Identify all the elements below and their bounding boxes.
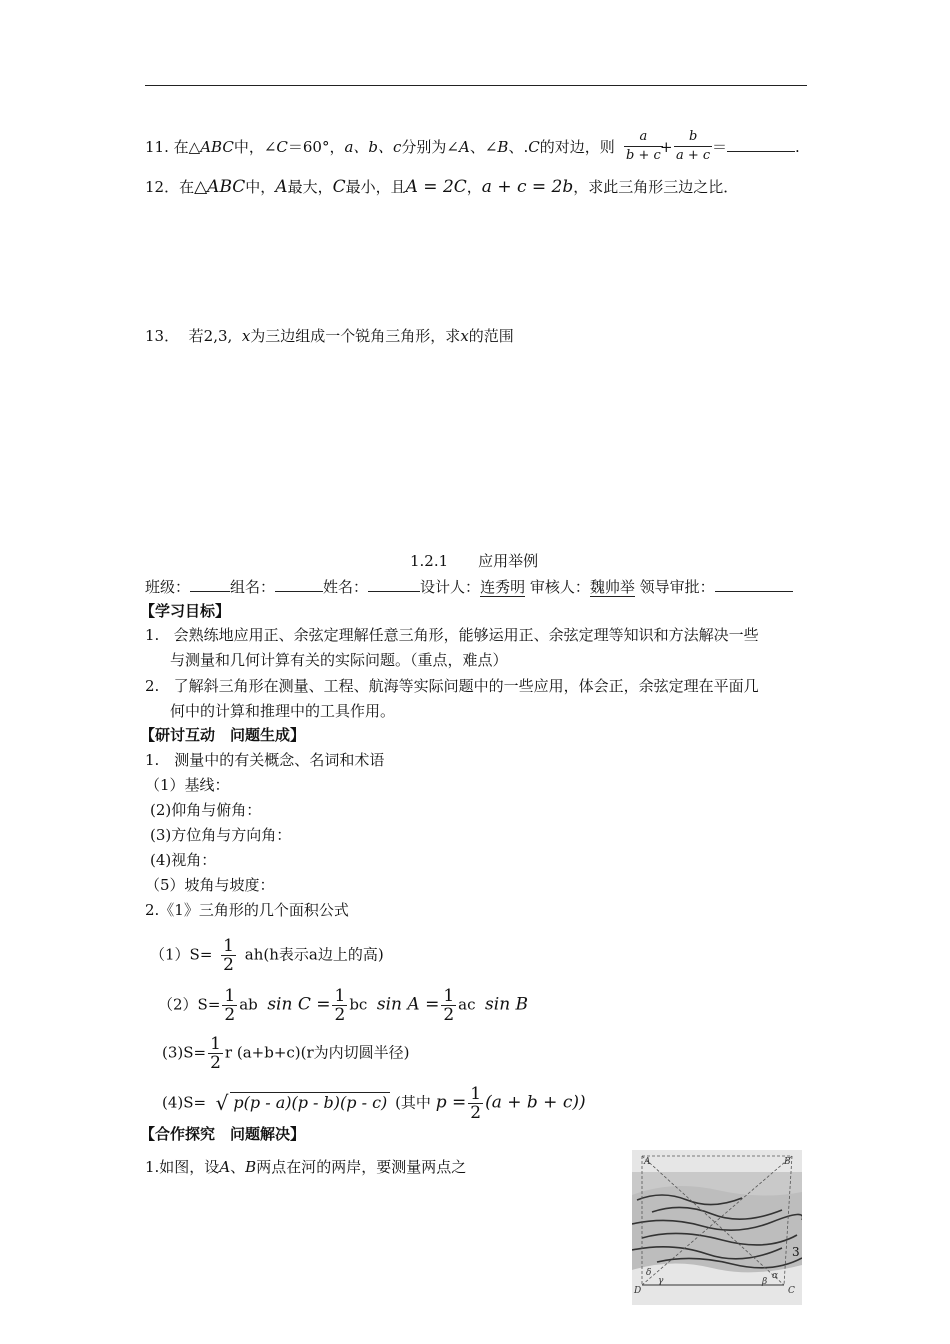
f2-half-den: 2: [224, 1005, 236, 1025]
q11-f1-den: b + c: [626, 148, 661, 163]
group-blank: [275, 591, 323, 592]
f2-ab: ab: [239, 995, 258, 1014]
coop-1-text1: 1.如图，设: [145, 1158, 220, 1176]
q11-blank: [727, 151, 795, 152]
q13-text1: 若: [188, 327, 204, 345]
f1-half-den: 2: [223, 955, 234, 975]
q11-end: .: [795, 138, 800, 156]
q11-B: B: [497, 138, 509, 156]
triangle-symbol: △: [194, 177, 208, 197]
term-bearing: (3)方位角与方向角：: [150, 826, 292, 844]
formula-2: [158, 987, 528, 1024]
goal-1-line2: 与测量和几何计算有关的实际问题。（重点，难点）: [170, 651, 508, 669]
f3-prefix: (3)S=: [162, 1043, 207, 1062]
q11-text3: ＝60°，: [287, 138, 345, 156]
f1-half-num: 1: [223, 936, 234, 956]
q11-plus: +: [660, 138, 673, 156]
f2-half-den-3: 2: [443, 1005, 455, 1025]
q13-number: 13．: [145, 327, 180, 345]
coop-1-text2: 两点在河的两岸，要测量两点之: [256, 1158, 467, 1176]
term-baseline: （1）基线：: [145, 776, 230, 794]
q11-f2-num: b: [674, 128, 712, 147]
q12-text5: ，求此三角形三边之比．: [573, 178, 739, 196]
q12-text1: 中，: [245, 178, 276, 196]
f2-sinB: sin B: [485, 994, 529, 1015]
f2-prefix: （2）S=: [158, 995, 221, 1014]
goal-1-line1: [145, 625, 759, 645]
q12-A: A: [275, 177, 288, 197]
discuss-heading: 【研讨互动 问题生成】: [140, 726, 306, 744]
q11-abc: ABC: [200, 138, 234, 156]
formula-3: [162, 1035, 410, 1072]
q13-x2: x: [460, 327, 469, 345]
angle-delta: δ: [646, 1268, 652, 1278]
point-B: B: [784, 1157, 791, 1167]
q12-number: 12．在: [145, 178, 195, 196]
discuss-item-1: 1. 测量中的有关概念、名词和术语: [145, 751, 385, 769]
reviewer-name: 魏帅举: [589, 578, 635, 596]
q11-number: 11.: [145, 138, 169, 156]
q11-vars: a、b、c: [344, 138, 402, 156]
reviewer-label: 审核人：: [529, 578, 590, 596]
f4-half-den: 2: [470, 1103, 482, 1123]
q13-nums: 2,3,: [203, 327, 233, 345]
river-figure: [632, 1150, 802, 1305]
q12-eq2: a + c = 2b: [481, 177, 574, 197]
q12-text2: 最大，: [287, 178, 333, 196]
point-C: C: [788, 1286, 795, 1296]
page-number: 3: [792, 1245, 800, 1259]
name-blank: [368, 591, 420, 592]
info-row: [145, 577, 807, 597]
f4-mid: (其中: [395, 1093, 431, 1112]
coop-1-sep: 、: [230, 1158, 246, 1176]
angle-beta: β: [762, 1277, 768, 1287]
q11-text2: 中，∠: [233, 138, 277, 156]
f3-half-num: 1: [210, 1034, 221, 1054]
q12-C: C: [332, 177, 346, 197]
coop-heading: 【合作探究 问题解决】: [140, 1125, 306, 1143]
f4-half-num: 1: [470, 1084, 482, 1104]
q11-eq: ＝: [712, 138, 728, 156]
area-heading: 2.《1》三角形的几个面积公式: [145, 901, 349, 919]
q13-text2: 为三边组成一个锐角三角形，求: [250, 327, 461, 345]
term-slope: （5）坡角与坡度：: [145, 876, 275, 894]
goals-heading: 【学习目标】: [140, 602, 231, 620]
f4-root: p(p - a)(p - b)(p - c): [230, 1092, 390, 1113]
f4-p: p =: [435, 1092, 467, 1113]
formula-4: [162, 1085, 586, 1122]
question-13: [145, 326, 514, 346]
q11-text5: 、∠: [469, 138, 498, 156]
f4-tail: (a + b + c)): [485, 1092, 586, 1113]
q11-A: A: [459, 138, 470, 156]
term-view-angle: (4)视角：: [150, 851, 217, 869]
point-D: D: [634, 1286, 642, 1296]
goal-1-text: 会熟练地应用正、余弦定理解任意三角形，能够运用正、余弦定理等知识和方法解决一些: [173, 626, 759, 644]
coop-1-A: A: [219, 1158, 231, 1176]
f2-ac: ac: [458, 995, 476, 1014]
top-rule: [145, 85, 807, 86]
angle-gamma: γ: [658, 1276, 664, 1286]
goal-2-text: 了解斜三角形在测量、工程、航海等实际问题中的一些应用，体会正，余弦定理在平面几: [173, 677, 759, 695]
f3-text: r (a+b+c)(r为内切圆半径): [224, 1043, 410, 1062]
f1-text: ah(h表示a边上的高): [244, 945, 384, 964]
group-label: 组名：: [230, 578, 276, 596]
q11-f2-den: a + c: [676, 148, 711, 163]
q13-text3: 的范围: [468, 327, 514, 345]
f2-half-num: 1: [224, 986, 236, 1006]
q11-fraction-2: [672, 128, 714, 165]
q11-text7: 的对边，则: [539, 138, 615, 156]
angle-alpha: α: [772, 1271, 779, 1281]
q12-text4: ，: [466, 178, 482, 196]
q11-text: 在△: [173, 138, 201, 156]
name-label: 姓名：: [323, 578, 369, 596]
class-blank: [190, 591, 230, 592]
point-A: A: [644, 1157, 651, 1167]
f2-bc: bc: [349, 995, 368, 1014]
leader-label: 领导审批：: [639, 578, 715, 596]
question-11: [145, 137, 615, 157]
goal-2-num: 2.: [145, 677, 160, 695]
q13-x: x: [241, 327, 251, 345]
goal-2-line1: [145, 676, 759, 696]
leader-blank: [715, 591, 793, 592]
radical-sign: √: [215, 1090, 229, 1115]
term-elevation: (2)仰角与俯角：: [150, 801, 262, 819]
question-12: [145, 177, 738, 197]
section-title: 1.2.1 应用举例: [410, 552, 539, 570]
designer-name: 连秀明: [480, 578, 526, 596]
q12-eq1: A = 2C: [405, 177, 467, 197]
f2-sinC: sin C =: [267, 994, 331, 1015]
coop-item-1: [145, 1157, 466, 1177]
goal-1-num: 1.: [145, 626, 160, 644]
q11-text4: 分别为∠: [401, 138, 459, 156]
formula-1: [150, 937, 384, 974]
q11-c: C: [276, 138, 288, 156]
q11-text6: 、.: [508, 138, 529, 156]
class-label: 班级：: [145, 578, 191, 596]
designer-label: 设计人：: [420, 578, 481, 596]
f4-prefix: (4)S=: [162, 1093, 207, 1112]
f2-half-num-2: 1: [334, 986, 346, 1006]
f2-half-den-2: 2: [334, 1005, 346, 1025]
coop-1-B: B: [245, 1158, 257, 1176]
f2-half-num-3: 1: [443, 986, 455, 1006]
q11-fraction-1: [622, 128, 665, 165]
goal-2-line2: 何中的计算和推理中的工具作用。: [170, 702, 396, 720]
q11-f1-num: a: [624, 128, 663, 147]
f1-prefix: （1）S=: [150, 945, 213, 964]
q11-C: C: [528, 138, 540, 156]
f2-sinA: sin A =: [376, 994, 440, 1015]
q11-answer: [712, 137, 800, 157]
q12-abc: ABC: [207, 177, 246, 197]
q12-text3: 最小，且: [345, 178, 406, 196]
f3-half-den: 2: [210, 1053, 221, 1073]
